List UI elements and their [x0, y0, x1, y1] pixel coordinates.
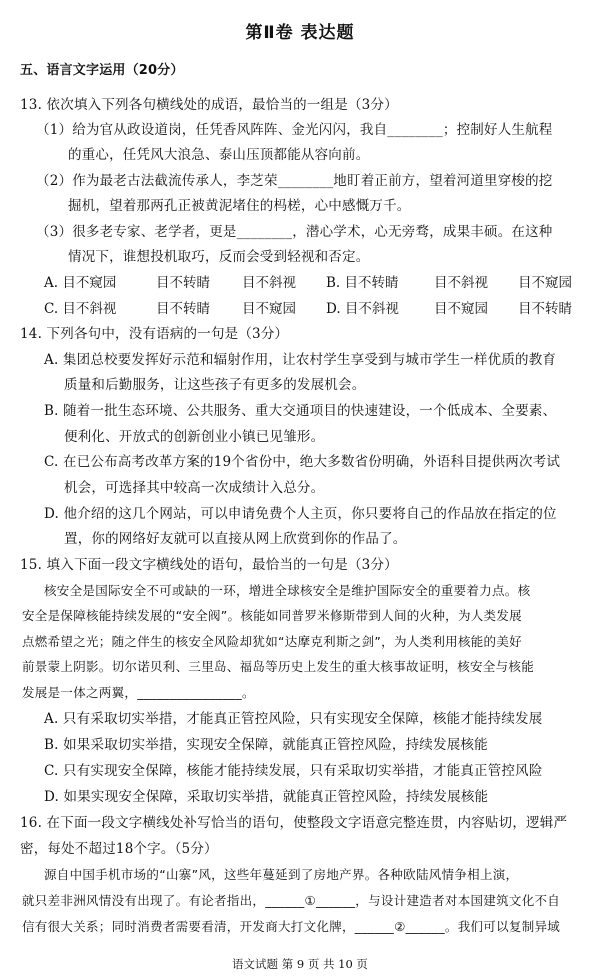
option-c[interactable]: C. 只有实现安全保障，核能才能持续发展，只有采取切实举措，才能真正管控风险: [44, 763, 543, 779]
option-b-word-1: B. 目不转睛: [326, 275, 399, 291]
passage-line-1: 核安全是国际安全不可或缺的一环，增进全球核安全是维护国际安全的重要着力点。核: [44, 583, 531, 598]
passage-line-3: 信有很大关系；同时消费者需要看清，开发商大打文化牌，______②______。我们可以复制异域: [22, 919, 561, 934]
question-stem-line-1: 16. 在下面一段文字横线处补写恰当的语句，使整段文字语意完整连贯，内容贴切，逻辑严: [20, 815, 568, 831]
option-d-line-1: D. 他介绍的这几个网站，可以申请免费个人主页，你只要将自己的作品放在指定的位: [44, 506, 557, 522]
option-b-line-2: 便利化、开放式的创新创业小镇已见雏形。: [64, 429, 325, 445]
option-b-line-1: B. 随着一批生态环境、公共服务、重大交通项目的快速建设，一个低成本、全要素、: [44, 403, 557, 419]
sentence-3-line-1: （3）很多老专家、老学者，更是________，潜心学术，心无旁骛，成果丰硕。在这种: [36, 224, 553, 240]
sentence-2-line-2: 掘机，望着那两孔正被黄泥堵住的杩槎，心中感慨万千。: [68, 198, 411, 214]
page-footer: 语文试题 第 9 页 共 10 页: [232, 957, 368, 971]
option-c-line-1: C. 在已公布高考改革方案的19个省份中，绝大多数省份明确，外语科目提供两次考试: [44, 454, 561, 470]
option-b-word-3: 目不窥园: [518, 275, 572, 291]
option-d-line-2: 置，你的网络好友就可以直接从网上欣赏到你的作品了。: [64, 531, 407, 547]
option-c-word-1: C. 目不斜视: [44, 301, 117, 317]
sentence-3-line-2: 情况下，谁想投机取巧，反而会受到轻视和否定。: [68, 249, 370, 265]
passage-line-3: 点燃希望之光；随之伴生的核安全风险却犹如“达摩克利斯之剑”，为人类利用核能的美好: [22, 634, 522, 649]
option-b[interactable]: B. 如果采取切实举措，实现安全保障，就能真正管控风险，持续发展核能: [44, 737, 488, 753]
option-a-word-1: A. 目不窥园: [44, 275, 117, 291]
option-a-line-2: 质量和后勤服务，让这些孩子有更多的发展机会。: [64, 377, 366, 393]
page-title: 第Ⅱ卷 表达题: [245, 23, 355, 43]
sentence-2-line-1: （2）作为最老古法截流传承人，李芝荣________地盯着正前方，望着河道里穿梭的挖: [36, 173, 553, 189]
option-c-line-2: 机会，可选择其中较高一次成绩计入总分。: [64, 480, 325, 496]
option-a[interactable]: A. 只有采取切实举措，才能真正管控风险，只有实现安全保障，核能才能持续发展: [44, 711, 543, 727]
option-a-word-3: 目不斜视: [242, 275, 296, 291]
sentence-1-line-1: （1）给为官从政设道岗，任凭香风阵阵、金光闪闪，我自________；控制好人生航程: [36, 122, 553, 138]
passage-line-5: 发展是一体之两翼，________________。: [22, 685, 255, 700]
option-b-word-2: 目不斜视: [434, 275, 488, 291]
section-heading: 五、语言文字运用（20分）: [20, 63, 184, 78]
passage-line-4: 前景蒙上阴影。切尔诺贝利、三里岛、福岛等历史上发生的重大核事故证明，核安全与核能: [22, 659, 535, 674]
option-a-word-2: 目不转睛: [156, 275, 210, 291]
sentence-1-line-2: 的重心，任凭风大浪急、泰山压顶都能从容向前。: [68, 147, 370, 163]
option-d-word-1: D. 目不斜视: [326, 301, 399, 317]
option-c-word-2: 目不转睛: [156, 301, 210, 317]
question-stem: 14. 下列各句中，没有语病的一句是（3分）: [20, 326, 289, 342]
question-stem: 13. 依次填入下列各句横线处的成语，最恰当的一组是（3分）: [20, 97, 398, 113]
passage-line-2: 就只差非洲风情没有出现了。有论者指出，______①______，与设计建造者对本国建筑文化不自: [22, 893, 561, 908]
option-d[interactable]: D. 如果实现安全保障，采取切实举措，就能真正管控风险，持续发展核能: [44, 789, 489, 805]
passage-line-1: 源自中国手机市场的“山寨”风，这些年蔓延到了房地产界。各种欧陆风情争相上演，: [44, 867, 519, 882]
question-stem: 15. 填入下面一段文字横线处的语句，最恰当的一句是（3分）: [20, 557, 398, 573]
option-d-word-3: 目不转睛: [518, 301, 572, 317]
option-d-word-2: 目不窥园: [434, 301, 488, 317]
option-a-line-1: A. 集团总校要发挥好示范和辐射作用，让农村学生享受到与城市学生一样优质的教育: [44, 352, 557, 368]
question-stem-line-2: 密，每处不超过18个字。（5分）: [20, 841, 218, 857]
option-c-word-3: 目不窥园: [242, 301, 296, 317]
passage-line-2: 安全是保障核能持续发展的“安全阀”。核能如同普罗米修斯带到人间的火种，为人类发展: [22, 608, 522, 623]
